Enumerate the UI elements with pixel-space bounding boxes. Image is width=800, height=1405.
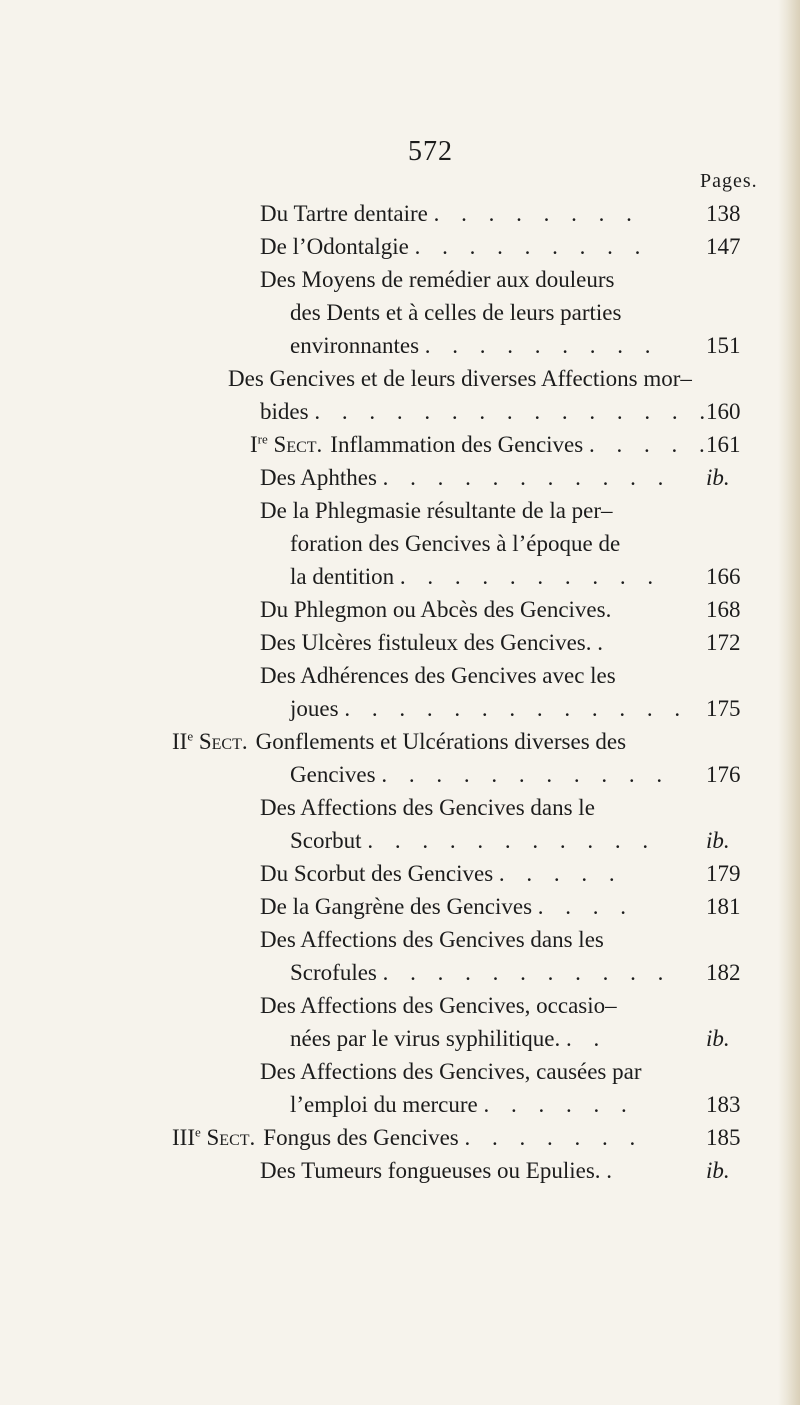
- toc-entry-page: ib.: [706, 1026, 730, 1051]
- toc-entry-text: Gencives . . . . . . . . . . .: [290, 762, 671, 787]
- toc-entry-page: 185: [706, 1125, 741, 1150]
- toc-entry-text: Scorbut . . . . . . . . . . .: [290, 828, 657, 853]
- toc-entry-text: Des Affections des Gencives, causées par: [260, 1059, 642, 1084]
- toc-entry-text: foration des Gencives à l’époque de: [290, 531, 621, 556]
- toc-entry-text: joues . . . . . . . . . . . . .: [290, 696, 689, 721]
- toc-section-entry: Ire Sect. Inflammation des Gencives . . . . .: [250, 431, 713, 457]
- toc-entry-text: Du Phlegmon ou Abcès des Gencives.: [260, 597, 612, 622]
- toc-entry-text: Du Scorbut des Gencives . . . . .: [260, 861, 623, 886]
- toc-entry-page: 147: [706, 234, 741, 259]
- toc-entry-text: Des Gencives et de leurs diverses Affections mor–: [228, 366, 692, 391]
- toc-entry-text: nées par le virus syphilitique. . .: [290, 1026, 608, 1051]
- toc-entry-text: Scrofules . . . . . . . . . . .: [290, 960, 672, 985]
- toc-entry-text: environnantes . . . . . . . . .: [290, 333, 659, 358]
- toc-entry-page: 181: [706, 894, 741, 919]
- toc-entry-page: ib.: [706, 828, 730, 853]
- toc-entry-page: 175: [706, 696, 741, 721]
- toc-entry-page: 166: [706, 564, 741, 589]
- toc-entry-page: 151: [706, 333, 741, 358]
- toc-entry-text: Des Affections des Gencives dans les: [260, 927, 604, 952]
- toc-entry-page: 161: [706, 432, 741, 457]
- toc-entry-text: Des Tumeurs fongueuses ou Epulies. .: [260, 1158, 621, 1183]
- toc-entry-page: 183: [706, 1092, 741, 1117]
- toc-entry-page: ib.: [706, 1158, 730, 1183]
- toc-entry-page: 176: [706, 762, 741, 787]
- toc-entry-text: Des Moyens de remédier aux douleurs: [260, 267, 615, 292]
- toc-section-entry: IIe Sect. Gonflements et Ulcérations diverses des: [172, 728, 627, 754]
- toc-entry-page: 168: [706, 597, 741, 622]
- toc-section-entry: IIIe Sect. Fongus des Gencives . . . . . . .: [172, 1124, 644, 1150]
- toc-entry-page: 138: [706, 201, 741, 226]
- page-number: 572: [408, 136, 453, 167]
- toc-entry-text: Des Ulcères fistuleux des Gencives. .: [260, 630, 611, 655]
- toc-entry-text: bides . . . . . . . . . . . . . . .: [260, 399, 714, 424]
- toc-entry-text: Des Affections des Gencives dans le: [260, 795, 595, 820]
- toc-entry-page: 182: [706, 960, 741, 985]
- toc-entry-text: Des Aphthes . . . . . . . . . . .: [260, 465, 672, 490]
- toc-entry-page: 179: [706, 861, 741, 886]
- toc-entry-text: des Dents et à celles de leurs parties: [290, 300, 622, 325]
- toc-entry-text: De la Gangrène des Gencives . . . .: [260, 894, 635, 919]
- page-edge-shadow: [778, 0, 800, 1405]
- toc-entry-page: 160: [706, 399, 741, 424]
- toc-entry-page: ib.: [706, 465, 730, 490]
- pages-column-header: Pages.: [700, 170, 758, 192]
- toc-entry-text: Des Affections des Gencives, occasio–: [260, 993, 617, 1018]
- toc-entry-text: l’emploi du mercure . . . . . .: [290, 1092, 635, 1117]
- toc-entry-page: 172: [706, 630, 741, 655]
- toc-entry-text: la dentition . . . . . . . . . .: [290, 564, 662, 589]
- toc-entry-text: Des Adhérences des Gencives avec les: [260, 663, 616, 688]
- toc-entry-text: Du Tartre dentaire . . . . . . . .: [260, 201, 640, 226]
- toc-entry-text: De la Phlegmasie résultante de la per–: [260, 498, 613, 523]
- toc-entry-text: De l’Odontalgie . . . . . . . . .: [260, 234, 649, 259]
